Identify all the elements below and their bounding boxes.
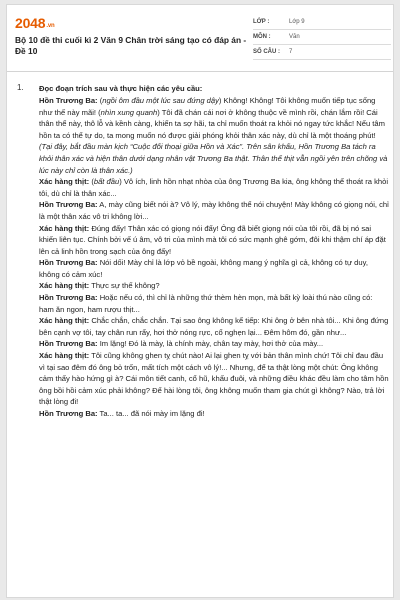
logo-tld: .vn <box>46 23 55 29</box>
stage-note: ngồi ôm đầu một lúc sau đứng dậy <box>102 95 219 105</box>
passage-paragraph <box>39 338 389 350</box>
speaker-name: Xác hàng thịt: <box>39 351 90 361</box>
dialogue-text: A, mày cũng biết nói à? Vô lý, mày không thể nói chuyện! Mày không có giọng nói, chỉ là một thân xác vô tri không lời... <box>39 200 389 221</box>
stage-direction: (Tại đây, bắt đầu màn kịch “Cuộc đối thoại giữa Hồn và Xác”. Trên sân khấu, Hồn Trương Ba tách ra khỏi thân xác và hiện thân dưới dạng nhân vật Trương Ba thật. Thân thể thịt vẫn ngồi yên trên chõng và lúc này chỉ còn là thân xác.) <box>39 142 388 175</box>
stage-note: nhìn xung quanh <box>100 107 158 117</box>
meta-table <box>253 15 391 60</box>
speaker-name: Hồn Trương Ba: <box>39 409 98 419</box>
passage-paragraph <box>39 176 389 199</box>
meta-label: MÔN : <box>253 34 271 40</box>
meta-row-question-count <box>253 45 391 60</box>
speaker-name: Hồn Trương Ba: <box>39 293 98 303</box>
speaker-name: Xác hàng thịt: <box>39 223 90 233</box>
dialogue-text: ( <box>97 95 103 105</box>
dialogue-text: Đúng đấy! Thân xác có giọng nói đấy! Ông đã biết giọng nói của tôi rồi, đã bị nó sai khiến liên tục. Chính bởi vế ú âm, vô tri của mình mà tôi có sức mạnh ghê gớm, đôi khi thậm chí áp đặt lên cả linh hồn trong sạch của ông đấy! <box>39 223 386 256</box>
page-header <box>7 5 394 71</box>
dialogue-text: ) Không! Không! Tôi không muốn tiếp tục sống như thế này mãi! ( <box>39 95 376 117</box>
document-page <box>6 4 394 598</box>
dialogue-text: Thực sự thế không? <box>89 281 160 291</box>
speaker-name: Xác hàng thịt: <box>39 316 90 326</box>
passage-paragraph <box>39 199 389 222</box>
passage-paragraph <box>39 280 389 292</box>
passage-paragraph <box>39 95 389 141</box>
dialogue-text: Tôi cũng không ghen tỵ chút nào! Ai lại ghen tỵ với bản thân mình chứ! Tôi chỉ đau đầu vì tại sao đêm đó ông bỏ trốn, mất tích một cách vô lý!... Nhưng, để ta thật lòng một chút: Ông không cảm thấy hào hứng gì à? Cái môn tiết canh, cổ hũ, khấu đuôi, và những điều khác đều làm cho tâm hồn ông bồi hồi cảm xúc phải không? Để hài lòng tôi, ông không muốn tham gia chút gì không? Nào, trả lời thật lòng đi! <box>39 351 389 407</box>
meta-row-class <box>253 15 391 30</box>
dialogue-text: ( <box>89 177 94 187</box>
dialogue-text: Nói dối! Mày chỉ là lớp vỏ bề ngoài, không mang ý nghĩa gì cả, không có tự duy, không có cảm xúc! <box>39 258 368 279</box>
document-title: Bộ 10 đề thi cuối kì 2 Văn 9 Chân trời sáng tạo có đáp án - Đề 10 <box>15 35 247 56</box>
passage-paragraph <box>39 257 389 280</box>
speaker-name: Xác hàng thịt: <box>39 281 90 291</box>
question-instruction: Đọc đoạn trích sau và thực hiện các yêu cầu: <box>39 84 203 93</box>
header-divider <box>7 71 394 72</box>
dialogue-text: ) Tôi đã chán cái nơi ở không thuộc về mình rồi, chán lắm rồi! Cái thân thể này, thô lỗ và kềnh càng, khiến ta sợ hãi, ta chỉ muốn thoát ra khỏi nó ngay tức khắc! Nếu tâm hồn ta có thể tự do, ta mong muốn nó được giải phóng khỏi thân xác này, dù chỉ là một thoáng phút! <box>39 107 385 140</box>
passage-paragraph <box>39 141 389 176</box>
stage-note: bất đầu <box>93 177 120 187</box>
passage-paragraph <box>39 315 389 338</box>
question-number: 1. <box>17 83 24 92</box>
meta-label: SỐ CÂU : <box>253 49 280 55</box>
meta-value: Lớp 9 <box>289 19 305 25</box>
dialogue-text: Ta... ta... đã nói mày im lặng đi! <box>97 409 205 419</box>
speaker-name: Hồn Trương Ba: <box>39 339 98 349</box>
meta-row-subject <box>253 30 391 45</box>
speaker-name: Hồn Trương Ba: <box>39 95 98 105</box>
speaker-name: Hồn Trương Ba: <box>39 200 98 210</box>
speaker-name: Xác hàng thịt: <box>39 177 90 187</box>
passage-paragraph <box>39 408 389 420</box>
dialogue-text: Chắc chắn, chắc chắn. Tại sao ông không kể tiếp: Khi ông ở bên nhà tôi... Khi ông đứng bên cạnh vợ tôi, tay chân run rẩy, hơi thở nóng rực, cổ nghẹn lại... Đêm hôm đó, gần như... <box>39 316 389 337</box>
site-logo[interactable] <box>15 15 54 31</box>
dialogue-text: ) Vô ích, linh hồn nhạt nhòa của ông Trương Ba kia, ông không thể thoát ra khỏi tôi, dù chỉ là thân xác... <box>39 177 389 198</box>
meta-value: 7 <box>289 49 293 55</box>
passage-paragraph <box>39 223 389 258</box>
speaker-name: Hồn Trương Ba: <box>39 258 98 268</box>
meta-label: LỚP : <box>253 19 270 25</box>
logo-name: 2048 <box>15 15 46 31</box>
passage-paragraph <box>39 350 389 408</box>
dialogue-text: Hoặc nếu có, thì chỉ là những thứ thèm hèn mọn, mà bất kỳ loài thú nào cũng có: ham ăn ngon, ham rượu thịt... <box>39 293 373 314</box>
dialogue-text: Im lặng! Đó là mày, là chính mày, chân tay mày, hơi thở của mày... <box>97 339 324 349</box>
meta-value: Văn <box>289 34 300 40</box>
question-content <box>39 83 389 420</box>
passage-paragraph <box>39 292 389 315</box>
